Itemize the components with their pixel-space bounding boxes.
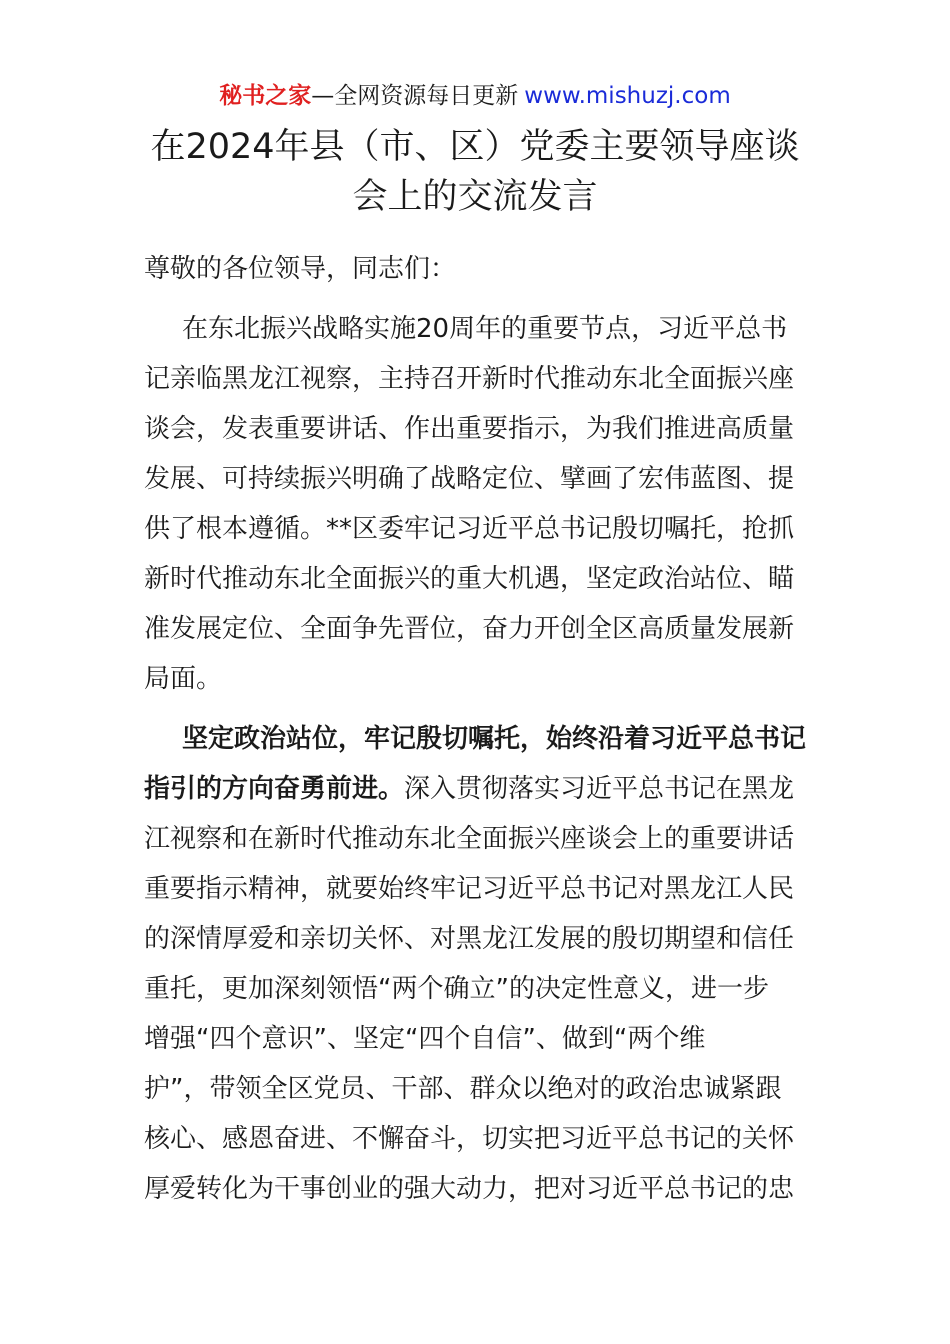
paragraph-line: 的深情厚爱和亲切关怀、对黑龙江发展的殷切期望和信任 — [144, 924, 795, 954]
paragraph-line: 记亲临黑龙江视察，主持召开新时代推动东北全面振兴座 — [144, 364, 795, 394]
paragraph-text: 深入贯彻落实习近平总书记在黑龙 — [404, 774, 795, 804]
paragraph-line: 发展、可持续振兴明确了战略定位、擘画了宏伟蓝图、提 — [144, 464, 795, 494]
paragraph-line: 谈会，发表重要讲话、作出重要指示，为我们推进高质量 — [144, 414, 795, 444]
paragraph-line: 局面。 — [144, 664, 223, 694]
site-brand: 秘书之家 — [219, 83, 312, 109]
paragraph-line — [144, 764, 814, 814]
paragraph-line: 重要指示精神，就要始终牢记习近平总书记对黑龙江人民 — [144, 874, 795, 904]
paragraph-2 — [144, 714, 814, 1214]
paragraph-line: 增强“四个意识”、坚定“四个自信”、做到“两个维 — [144, 1024, 706, 1054]
paragraph-line: 重托，更加深刻领悟“两个确立”的决定性意义，进一步 — [144, 974, 769, 1004]
site-tagline: —全网资源每日更新 — [311, 83, 519, 109]
site-header — [0, 80, 950, 112]
paragraph-line: 江视察和在新时代推动东北全面振兴座谈会上的重要讲话 — [144, 824, 795, 854]
salutation: 尊敬的各位领导，同志们： — [144, 254, 457, 284]
paragraph-line: 供了根本遵循。**区委牢记习近平总书记殷切嘱托，抢抓 — [144, 514, 795, 544]
site-url-link[interactable]: www.mishuzj.com — [524, 83, 731, 109]
paragraph-line: 新时代推动东北全面振兴的重大机遇，坚定政治站位、瞄 — [144, 564, 795, 594]
paragraph-line: 厚爱转化为干事创业的强大动力，把对习近平总书记的忠 — [144, 1174, 795, 1204]
section-heading-line-1: 坚定政治站位，牢记殷切嘱托，始终沿着习近平总书记 — [182, 724, 807, 754]
paragraph-line: 护”，带领全区党员、干部、群众以绝对的政治忠诚紧跟 — [144, 1074, 782, 1104]
title-line-2: 会上的交流发言 — [352, 177, 598, 217]
paragraph-line: 准发展定位、全面争先晋位，奋力开创全区高质量发展新 — [144, 614, 795, 644]
title-line-1: 在2024年县（市、区）党委主要领导座谈 — [150, 127, 800, 167]
section-heading-line-2: 指引的方向奋勇前进。 — [144, 774, 405, 804]
paragraph-1 — [144, 304, 814, 704]
document-title — [100, 122, 850, 222]
paragraph-line: 核心、感恩奋进、不懈奋斗，切实把习近平总书记的关怀 — [144, 1124, 795, 1154]
paragraph-line: 在东北振兴战略实施20周年的重要节点，习近平总书 — [182, 314, 788, 344]
